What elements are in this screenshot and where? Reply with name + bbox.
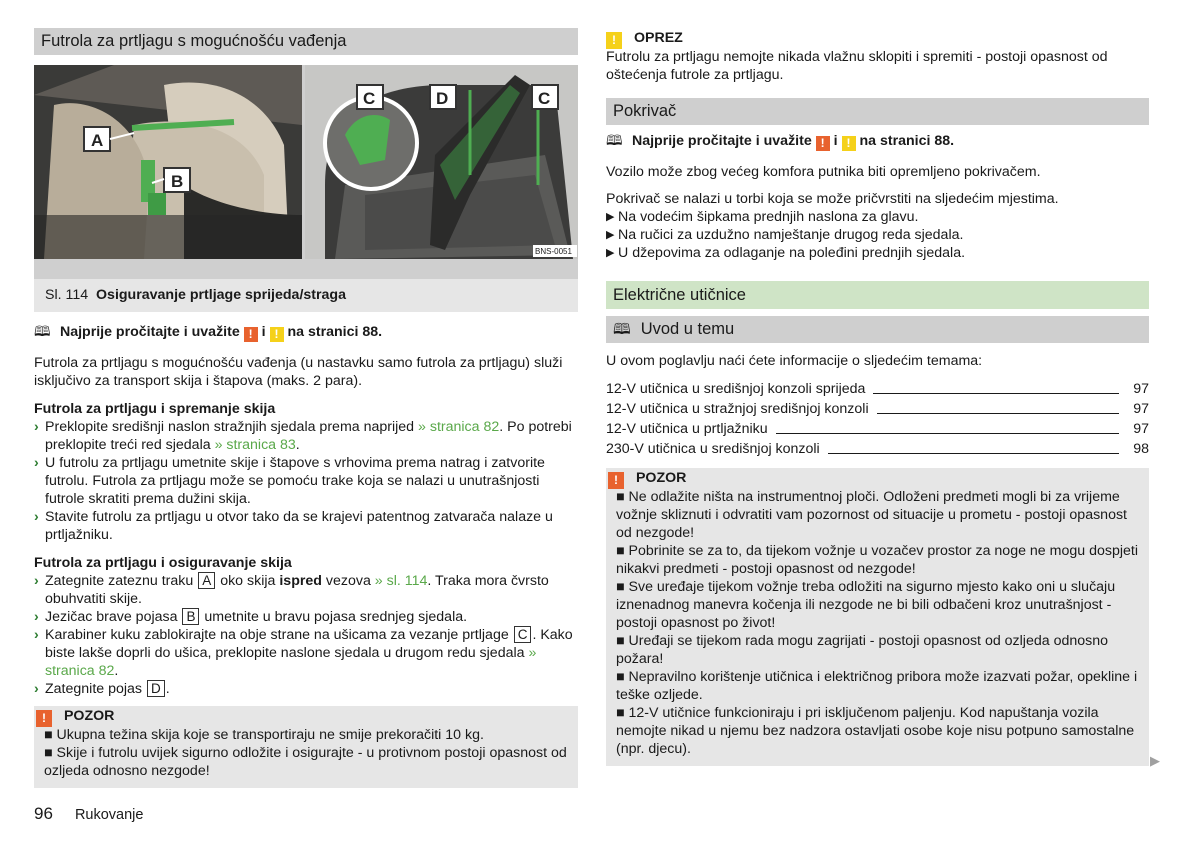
warning-icon: ! (36, 710, 52, 727)
right-column (606, 28, 1149, 766)
page-link[interactable]: » stranica 82 (418, 419, 500, 435)
warning-item: ■ Uređaji se tijekom rada mogu zagrijati - postoji opasnost od ozljeda odnosno požara! (616, 633, 1109, 667)
photo-front-seat (34, 65, 302, 259)
list-item (606, 244, 1149, 262)
label-box-a: A (198, 572, 215, 589)
label-c-left: C (363, 89, 376, 108)
warning-icon: ! (608, 472, 624, 489)
read-first-page-ref: na stranici 88. (287, 324, 383, 340)
label-b: B (171, 172, 184, 191)
toc-title: 12-V utičnica u stražnjoj središnjoj konzoli (606, 401, 869, 417)
figure-code: BNS-0051 (535, 247, 572, 256)
label-box-b: B (182, 608, 199, 625)
step-item (34, 508, 578, 544)
read-first-note (606, 131, 1149, 151)
blanket-paragraph: Pokrivač se nalazi u torbi koja se može pričvrstiti na sljedećim mjestima. (606, 191, 1059, 207)
list-item-text: U džepovima za odlaganje na poleđini prednjih sjedala. (618, 245, 966, 261)
section-title-sockets: Električne utičnice (606, 281, 1149, 309)
step-item (34, 572, 578, 608)
caution-box (606, 28, 1149, 92)
section-title-ski-bag: Futrola za prtljagu s mogućnošću vađenja (34, 28, 578, 55)
caution-icon: ! (606, 32, 622, 49)
warning-item: ■ 12-V utičnice funkcioniraju i pri isključenom paljenju. Kod napuštanja vozila nemojte nikad u njemu bez nadzora ostavljati osobe koje nisu potpuno samostalne (npr. djecu). (616, 705, 1135, 757)
step-emphasis: ispred (279, 573, 322, 589)
photo-trunk (305, 65, 578, 259)
chevron-right-icon: › (34, 455, 39, 471)
table-of-contents (606, 378, 1149, 458)
triangle-bullet-icon: ▶ (606, 229, 615, 241)
read-first-page-ref: na stranici 88. (859, 133, 955, 149)
step-item (34, 680, 578, 698)
page-link[interactable]: » stranica 83 (214, 437, 296, 453)
toc-row[interactable] (606, 378, 1149, 398)
warning-item: ■ Ukupna težina skija koje se transportiraju ne smije prekoračiti 10 kg. (44, 727, 484, 743)
warning-body (606, 488, 1149, 758)
warning-item: ■ Skije i futrolu uvijek sigurno odložite i osigurajte - u protivnom postoji opasnost od ozljeda odnosno nezgode! (44, 745, 567, 779)
warning-item: ■ Nepravilno korištenje utičnica i električnog pribora može izazvati požar, opekline i teške ozljede. (616, 669, 1138, 703)
warning-box-sockets (606, 468, 1149, 766)
warning-item: ■ Sve uređaje tijekom vožnje treba odložiti na sigurno mjesto kako oni u slučaju iznenadnog manevra kočenja ili nezgode ne bi bili odbačeni kroz unutrašnjost - postoji opasnost po život! (616, 579, 1116, 631)
warning-title-text: POZOR (635, 470, 687, 486)
continue-arrow-icon: ▶ (1150, 753, 1160, 768)
caution-title-text: OPREZ (633, 30, 683, 46)
list-item-text: Na vodećim šipkama prednjih naslona za glavu. (618, 209, 919, 225)
step-text: . (165, 681, 170, 697)
label-a: A (91, 131, 104, 150)
list-item-text: Na ručici za uzdužno namještanje drugog reda sjedala. (618, 227, 964, 243)
chevron-right-icon: › (34, 627, 39, 643)
step-item (34, 418, 578, 454)
label-box-d: D (147, 680, 165, 697)
figure-caption (34, 279, 578, 312)
step-text: Karabiner kuku zablokirajte na obje strane na ušicama za vezanje prtljage (45, 627, 509, 643)
step-text: Jezičac brave pojasa (45, 609, 178, 625)
toc-leader (877, 413, 1119, 414)
toc-title: 230-V utičnica u središnjoj konzoli (606, 441, 820, 457)
read-first-note (34, 322, 578, 342)
step-text: oko skija (220, 573, 276, 589)
read-first-text: Najprije pročitajte i uvažite (59, 324, 240, 340)
topics-intro: U ovom poglavlju naći ćete informacije o sljedećim temama: (606, 353, 983, 369)
step-text: U futrolu za prtljagu umetnite skije i štapove s vrhovima prema natrag i zatvorite futrolu. Futrola za prtljagu može se pomoću trake koja se nalazi u unutrašnjosti futrole skratiti prema dužini skija. (45, 455, 545, 507)
intro-paragraph: Futrola za prtljagu s mogućnošću vađenja (u nastavku samo futrola za prtljagu) služi isključivo za transport skija i štapova (maks. 2 para). (34, 355, 563, 389)
caution-title (606, 28, 1149, 48)
warning-red-icon: ! (244, 327, 258, 342)
chevron-right-icon: › (34, 681, 39, 697)
warning-title-text: POZOR (63, 708, 115, 724)
warning-red-icon: ! (816, 136, 830, 151)
book-icon: 🕮 (606, 133, 623, 149)
page-link[interactable]: » stranica 82 (45, 645, 537, 679)
subsection-intro-text: Uvod u temu (640, 320, 735, 338)
subheading-securing: Futrola za prtljagu i osiguravanje skija (34, 555, 292, 571)
warning-title (34, 706, 578, 726)
label-c-right: C (538, 89, 551, 108)
toc-title: 12-V utičnica u prtljažniku (606, 421, 768, 437)
caution-text: Futrolu za prtljagu nemojte nikada vlažnu sklopiti i spremiti - postoji opasnost od oštećenja futrole za prtljagu. (606, 49, 1108, 83)
step-text: umetnite u bravu pojasa srednjeg sjedala. (204, 609, 468, 625)
label-box-c: C (514, 626, 532, 643)
chevron-right-icon: › (34, 609, 39, 625)
step-text: vezova (325, 573, 371, 589)
caption-text: Osiguravanje prtljage sprijeda/straga (96, 287, 346, 303)
step-text: Preklopite središnji naslon stražnjih sjedala prema naprijed (45, 419, 415, 435)
page-number: 96 (34, 804, 53, 823)
list-item (606, 226, 1149, 244)
left-column (34, 28, 578, 788)
step-text: Stavite futrolu za prtljagu u otvor tako da se krajevi patentnog zatvarača nalaze u prtljažniku. (45, 509, 553, 543)
toc-leader (873, 393, 1119, 394)
warning-title (606, 468, 1149, 488)
figure-link[interactable]: » sl. 114 (374, 573, 428, 589)
warning-yellow-icon: ! (842, 136, 856, 151)
toc-row[interactable] (606, 438, 1149, 458)
chevron-right-icon: › (34, 419, 39, 435)
warning-item: ■ Pobrinite se za to, da tijekom vožnje u vozačev prostor za noge ne mogu dospjeti nikakvi predmeti - postoji opasnost od nezgode! (616, 543, 1138, 577)
subsection-intro (606, 316, 1149, 343)
list-item (606, 208, 1149, 226)
toc-page: 97 (1133, 401, 1149, 417)
page-footer (34, 805, 143, 824)
blanket-paragraph: Vozilo može zbog većeg komfora putnika biti opremljeno pokrivačem. (606, 164, 1041, 180)
book-icon: 🕮 (34, 324, 51, 340)
chevron-right-icon: › (34, 509, 39, 525)
toc-row[interactable] (606, 398, 1149, 418)
step-text: . (114, 663, 119, 679)
step-text: . Traka mora čvrsto obuhvatiti skije. (45, 573, 549, 607)
toc-leader (776, 433, 1119, 434)
triangle-bullet-icon: ▶ (606, 211, 615, 223)
toc-title: 12-V utičnica u središnjoj konzoli sprijeda (606, 381, 866, 397)
step-item (34, 608, 578, 626)
warning-yellow-icon: ! (270, 327, 284, 342)
step-item (34, 454, 578, 508)
triangle-bullet-icon: ▶ (606, 247, 615, 259)
caption-prefix: Sl. 114 (45, 287, 89, 303)
read-first-and: i (261, 324, 266, 340)
step-text: . (295, 437, 300, 453)
warning-item: ■ Ne odlažite ništa na instrumentnoj ploči. Odloženi predmeti mogli bi za vrijeme vožnje skliznuti i odvratiti vam pozornost od situacije u prometu - postoji opasnost od nezgode! (616, 489, 1127, 541)
read-first-text: Najprije pročitajte i uvažite (631, 133, 812, 149)
subheading-storage: Futrola za prtljagu i spremanje skija (34, 401, 276, 417)
book-icon: 🕮 (613, 321, 631, 338)
toc-page: 97 (1133, 421, 1149, 437)
chapter-name: Rukovanje (74, 807, 144, 823)
toc-leader (828, 453, 1119, 454)
warning-box-ski (34, 706, 578, 788)
label-d: D (436, 89, 449, 108)
step-text: . Po potrebi preklopite treći red sjedala (45, 419, 572, 453)
read-first-and: i (833, 133, 838, 149)
toc-page: 97 (1133, 381, 1149, 397)
step-text: Zategnite zateznu traku (45, 573, 194, 589)
warning-body (34, 726, 578, 780)
step-text: . Kako biste lakše doprli do ušica, preklopite naslone sjedala u drugom redu sjedala (45, 627, 573, 661)
step-text: Zategnite pojas (45, 681, 143, 697)
toc-page: 98 (1133, 441, 1149, 457)
step-item (34, 626, 578, 680)
figure-114 (34, 65, 578, 279)
toc-row[interactable] (606, 418, 1149, 438)
chevron-right-icon: › (34, 573, 39, 589)
section-title-blanket: Pokrivač (606, 98, 1149, 125)
